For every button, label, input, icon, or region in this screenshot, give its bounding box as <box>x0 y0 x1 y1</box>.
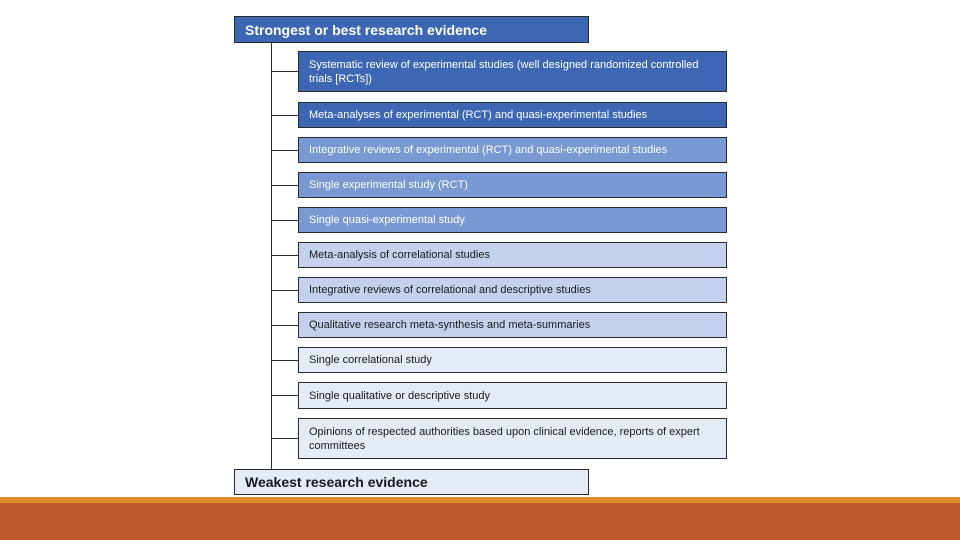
hierarchy-connector-line <box>271 43 272 469</box>
evidence-level-text: Single quasi-experimental study <box>309 214 465 226</box>
evidence-level-9 <box>298 347 727 373</box>
connector-tick <box>271 360 299 361</box>
evidence-level-8 <box>298 312 727 338</box>
weakest-evidence-label: Weakest research evidence <box>245 474 428 490</box>
evidence-level-text: Single experimental study (RCT) <box>309 179 468 191</box>
connector-tick <box>271 325 299 326</box>
connector-tick <box>271 255 299 256</box>
evidence-level-text: Opinions of respected authorities based upon clinical evidence, reports of expert committees <box>309 425 700 452</box>
evidence-level-4 <box>298 172 727 198</box>
connector-tick <box>271 71 299 72</box>
weakest-evidence-footer <box>234 469 589 495</box>
connector-tick <box>271 185 299 186</box>
evidence-level-7 <box>298 277 727 303</box>
evidence-level-11 <box>298 418 727 459</box>
evidence-level-text: Integrative reviews of correlational and descriptive studies <box>309 284 591 296</box>
connector-tick <box>271 150 299 151</box>
connector-tick <box>271 438 299 439</box>
connector-tick <box>271 290 299 291</box>
evidence-level-text: Meta-analyses of experimental (RCT) and quasi-experimental studies <box>309 109 648 121</box>
evidence-level-text: Qualitative research meta-synthesis and meta-summaries <box>309 319 591 331</box>
strongest-evidence-label: Strongest or best research evidence <box>245 21 487 38</box>
evidence-level-1 <box>298 51 727 92</box>
evidence-level-text: Single qualitative or descriptive study <box>309 389 490 402</box>
evidence-level-10 <box>298 382 727 409</box>
evidence-level-text: Meta-analysis of correlational studies <box>309 249 490 261</box>
strongest-evidence-header <box>234 16 589 43</box>
evidence-level-3 <box>298 137 727 163</box>
slide-footer-band <box>0 503 960 540</box>
evidence-level-text: Systematic review of experimental studies (well designed randomized controlled trials [RCTs]) <box>309 58 699 85</box>
connector-tick <box>271 395 299 396</box>
evidence-level-6 <box>298 242 727 268</box>
evidence-level-text: Integrative reviews of experimental (RCT) and quasi-experimental studies <box>309 144 668 156</box>
connector-tick <box>271 220 299 221</box>
connector-tick <box>271 115 299 116</box>
evidence-level-5 <box>298 207 727 233</box>
evidence-level-2 <box>298 102 727 128</box>
evidence-level-text: Single correlational study <box>309 354 432 366</box>
